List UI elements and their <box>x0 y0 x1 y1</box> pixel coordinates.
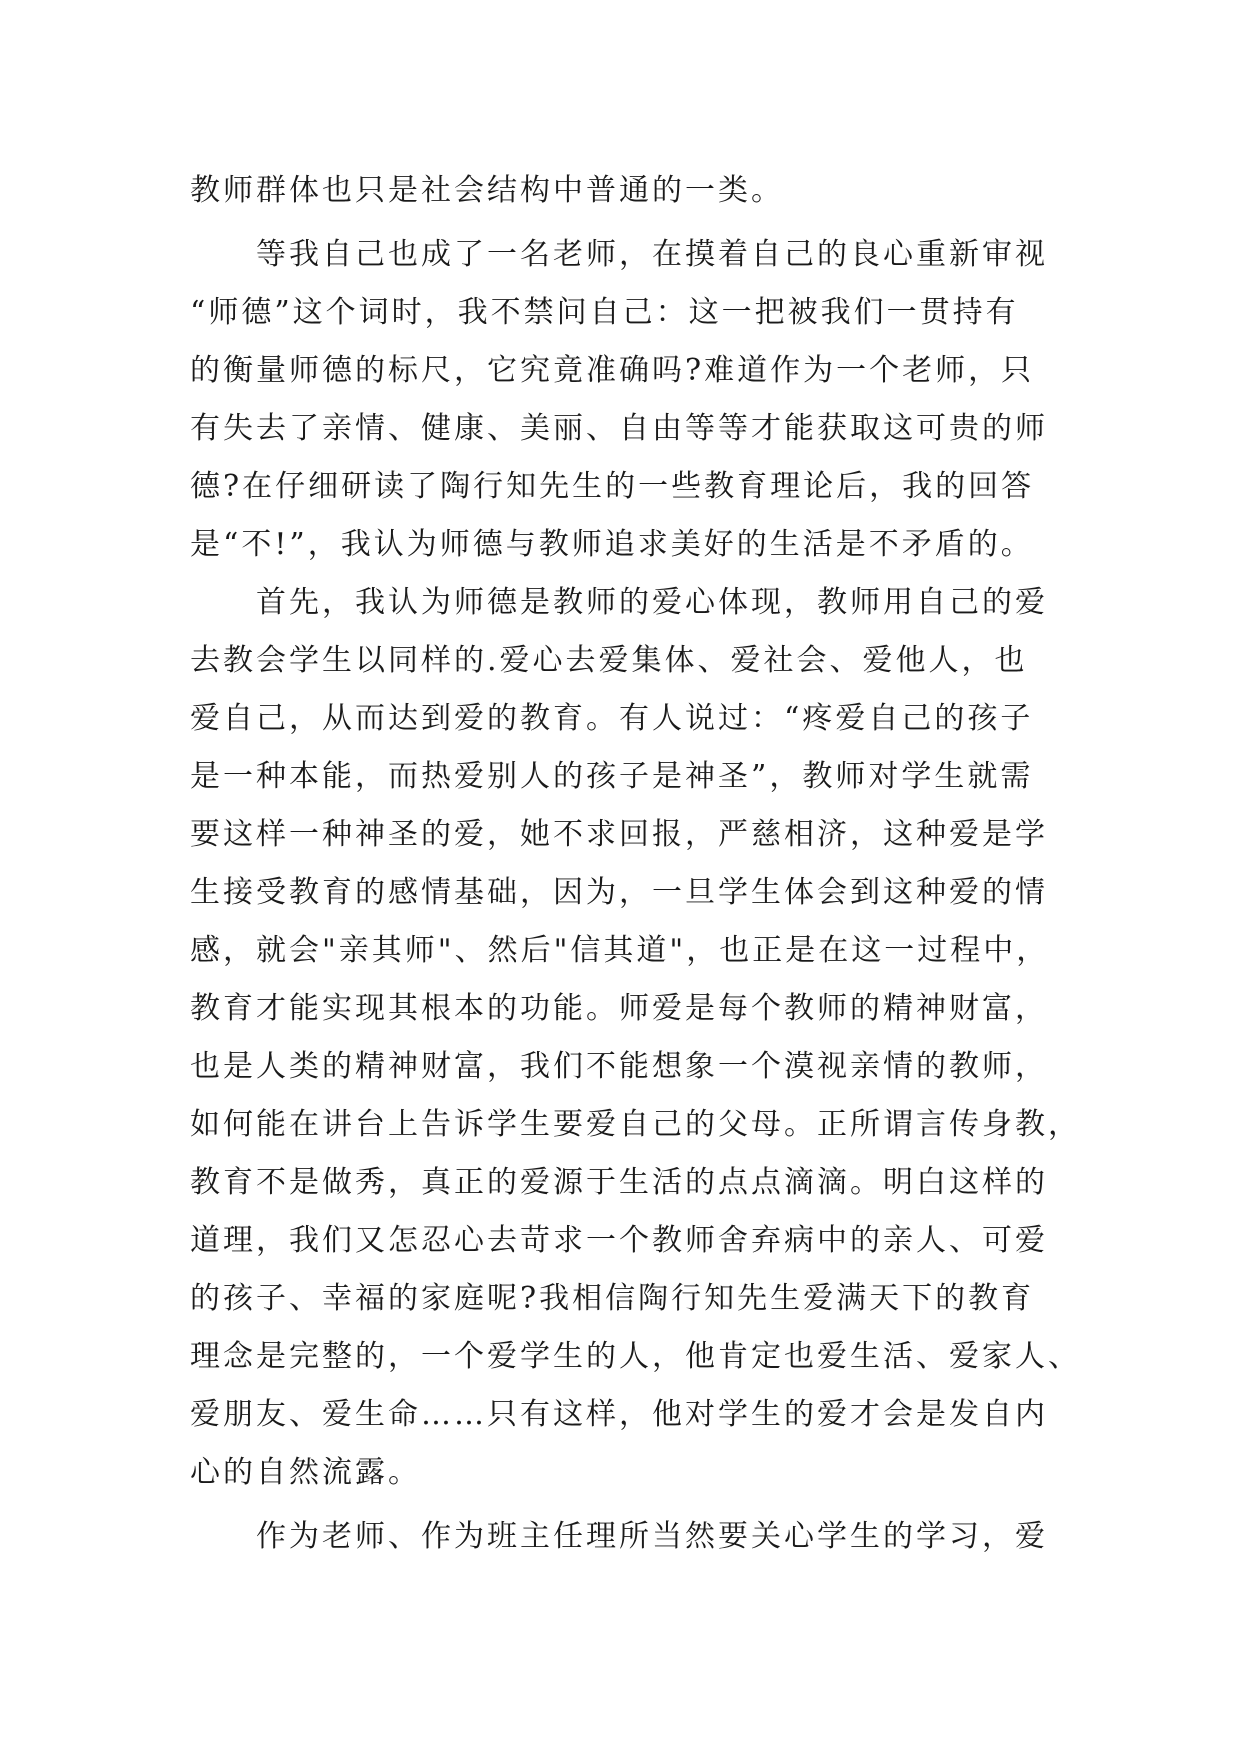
text-line: 心的自然流露。 <box>190 1455 421 1490</box>
text-line: 德?在仔细研读了陶行知先生的一些教育理论后，我的回答 <box>190 469 1035 504</box>
text-line: 教师群体也只是社会结构中普通的一类。 <box>190 173 784 208</box>
text-line: 道理，我们又怎忍心去苛求一个教师舍弃病中的亲人、可爱 <box>190 1223 1048 1258</box>
text-line: 是一种本能，而热爱别人的孩子是神圣”，教师对学生就需 <box>190 759 1034 794</box>
text-line: 如何能在讲台上告诉学生要爱自己的父母。正所谓言传身教， <box>190 1107 1081 1142</box>
document-page <box>190 162 1081 1566</box>
paragraph <box>190 574 1081 1502</box>
paragraph <box>190 1508 1060 1566</box>
text-line: 生接受教育的感情基础，因为，一旦学生体会到这种爱的情 <box>190 875 1048 910</box>
text-line: 等我自己也成了一名老师，在摸着自己的良心重新审视 <box>256 237 1048 272</box>
text-line: 的孩子、幸福的家庭呢?我相信陶行知先生爱满天下的教育 <box>190 1281 1035 1316</box>
text-line: 教育才能实现其根本的功能。师爱是每个教师的精神财富， <box>190 991 1048 1026</box>
text-line: 是“不!”，我认为师德与教师追求美好的生活是不矛盾的。 <box>190 527 1034 562</box>
text-line: 理念是完整的，一个爱学生的人，他肯定也爱生活、爱家人、 <box>190 1339 1081 1374</box>
text-line: 作为老师、作为班主任理所当然要关心学生的学习，爱 <box>256 1519 1048 1554</box>
text-line: 首先，我认为师德是教师的爱心体现，教师用自己的爱 <box>256 585 1048 620</box>
text-line: 也是人类的精神财富，我们不能想象一个漠视亲情的教师， <box>190 1049 1048 1084</box>
text-line: 爱自己，从而达到爱的教育。有人说过：“疼爱自己的孩子 <box>190 701 1034 736</box>
text-line: 感，就会"亲其师"、然后"信其道"，也正是在这一过程中， <box>190 933 1050 968</box>
text-line: 要这样一种神圣的爱，她不求回报，严慈相济，这种爱是学 <box>190 817 1048 852</box>
paragraph <box>190 162 1060 220</box>
text-line: “师德”这个词时，我不禁问自己：这一把被我们一贯持有 <box>190 295 1019 330</box>
text-line: 爱朋友、爱生命……只有这样，他对学生的爱才会是发自内 <box>190 1397 1048 1432</box>
text-line: 教育不是做秀，真正的爱源于生活的点点滴滴。明白这样的 <box>190 1165 1048 1200</box>
text-line: 有失去了亲情、健康、美丽、自由等等才能获取这可贵的师 <box>190 411 1048 446</box>
text-line: 去教会学生以同样的.爱心去爱集体、爱社会、爱他人，也 <box>190 643 1028 678</box>
text-line: 的衡量师德的标尺，它究竟准确吗?难道作为一个老师，只 <box>190 353 1035 388</box>
paragraph <box>190 226 1060 574</box>
